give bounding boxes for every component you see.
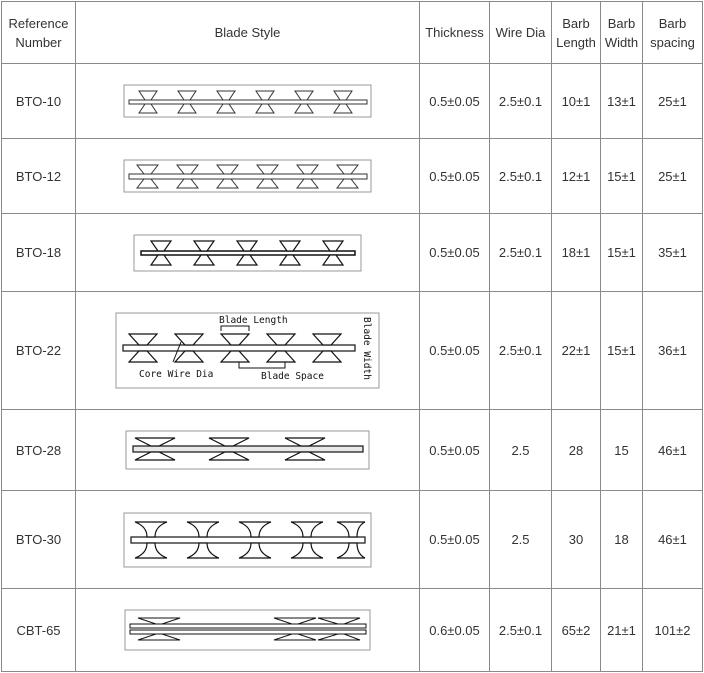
barb-width-value: 15±1 <box>601 139 643 214</box>
blade-style-cell <box>76 64 420 139</box>
barb-length-value: 12±1 <box>552 139 601 214</box>
specification-table <box>1 1 703 672</box>
blade-style-cell <box>76 214 420 292</box>
reference-number: BTO-30 <box>2 491 76 589</box>
barb-spacing-value: 36±1 <box>643 292 703 410</box>
blade-width-label: Blade Width <box>360 316 372 380</box>
barb-length-value: 18±1 <box>552 214 601 292</box>
barb-length-value: 30 <box>552 491 601 589</box>
barb-width-value: 13±1 <box>601 64 643 139</box>
blade-style-cell <box>76 491 420 589</box>
thickness-value: 0.5±0.05 <box>420 64 490 139</box>
table-row <box>2 410 703 491</box>
thickness-value: 0.5±0.05 <box>420 410 490 491</box>
thickness-value: 0.5±0.05 <box>420 214 490 292</box>
header-reference-number: Reference Number <box>2 2 76 64</box>
table-row <box>2 491 703 589</box>
wire-dia-value: 2.5±0.1 <box>490 64 552 139</box>
header-barb-width: Barb Width <box>601 2 643 64</box>
header-barb-length: Barb Length <box>552 2 601 64</box>
header-wire-dia: Wire Dia <box>490 2 552 64</box>
barb-width-value: 15±1 <box>601 214 643 292</box>
barb-spacing-value: 25±1 <box>643 139 703 214</box>
barb-spacing-value: 46±1 <box>643 491 703 589</box>
reference-number: CBT-65 <box>2 589 76 672</box>
thickness-value: 0.5±0.05 <box>420 139 490 214</box>
table-row <box>2 139 703 214</box>
wire-dia-value: 2.5±0.1 <box>490 589 552 672</box>
wire-dia-value: 2.5±0.1 <box>490 139 552 214</box>
barb-length-value: 28 <box>552 410 601 491</box>
wire-dia-value: 2.5 <box>490 410 552 491</box>
table-row <box>2 589 703 672</box>
header-barb-spacing: Barb spacing <box>643 2 703 64</box>
reference-number: BTO-18 <box>2 214 76 292</box>
wire-dia-value: 2.5±0.1 <box>490 292 552 410</box>
table-row <box>2 292 703 410</box>
barb-width-value: 18 <box>601 491 643 589</box>
barb-spacing-value: 101±2 <box>643 589 703 672</box>
blade-diagram-cbt-65 <box>124 608 372 652</box>
header-blade-style: Blade Style <box>76 2 420 64</box>
thickness-value: 0.5±0.05 <box>420 491 490 589</box>
barb-spacing-value: 46±1 <box>643 410 703 491</box>
header-row <box>2 2 703 64</box>
blade-style-cell <box>76 292 420 410</box>
blade-space-label: Blade Space <box>260 370 324 382</box>
blade-style-cell <box>76 589 420 672</box>
thickness-value: 0.5±0.05 <box>420 292 490 410</box>
reference-number: BTO-12 <box>2 139 76 214</box>
header-thickness: Thickness <box>420 2 490 64</box>
blade-length-label: Blade Length <box>218 314 288 326</box>
blade-diagram-bto-30 <box>123 511 373 569</box>
blade-diagram-bto-18 <box>133 233 363 273</box>
blade-diagram-bto-12 <box>123 157 373 195</box>
table-row <box>2 214 703 292</box>
wire-dia-value: 2.5±0.1 <box>490 214 552 292</box>
barb-spacing-value: 35±1 <box>643 214 703 292</box>
barb-width-value: 15 <box>601 410 643 491</box>
blade-diagram-bto-10 <box>123 82 373 120</box>
thickness-value: 0.6±0.05 <box>420 589 490 672</box>
reference-number: BTO-22 <box>2 292 76 410</box>
barb-spacing-value: 25±1 <box>643 64 703 139</box>
blade-diagram-bto-22 <box>115 311 381 391</box>
barb-width-value: 21±1 <box>601 589 643 672</box>
barb-length-value: 65±2 <box>552 589 601 672</box>
barb-length-value: 22±1 <box>552 292 601 410</box>
wire-dia-value: 2.5 <box>490 491 552 589</box>
blade-style-cell <box>76 410 420 491</box>
blade-diagram-bto-28 <box>125 429 371 471</box>
reference-number: BTO-28 <box>2 410 76 491</box>
barb-width-value: 15±1 <box>601 292 643 410</box>
core-wire-dia-label: Core Wire Dia <box>138 368 213 380</box>
barb-length-value: 10±1 <box>552 64 601 139</box>
blade-style-cell <box>76 139 420 214</box>
table-row <box>2 64 703 139</box>
reference-number: BTO-10 <box>2 64 76 139</box>
